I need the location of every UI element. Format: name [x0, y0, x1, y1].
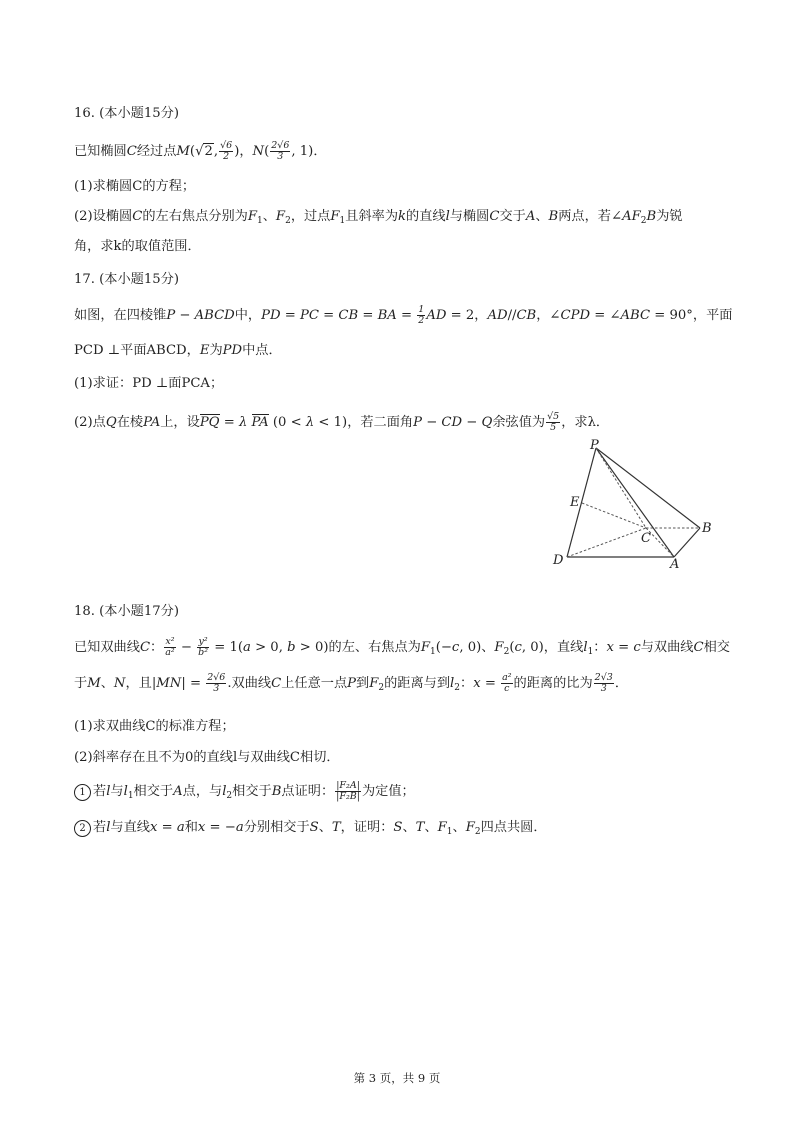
edge-PA	[596, 448, 674, 557]
q18-sub1: 1 若l与$l_1$相交于A点，与$l_2$相交于B点证明： $\frac{\text{|F₂A|}}{\text{|F₂B|}}$ 为定值；	[74, 781, 734, 806]
q16-part2-line2: 角，求k的取值范围．	[74, 239, 201, 254]
page-footer: 第 3 页，共 9 页	[353, 1071, 441, 1085]
circled-one-icon: 1	[74, 784, 91, 801]
label-B: B	[702, 521, 712, 536]
q17-part1: (1)求证：PD ⊥面PCA；	[74, 376, 224, 391]
edge-PB	[596, 448, 700, 528]
q16-stem: 已知椭圆C经过点M(√2, $\frac{√6}{2}$ )，N( $\frac{2√6}{3}$ , 1)．	[74, 140, 327, 162]
label-A: A	[670, 557, 680, 570]
q18-part2: (2)斜率存在且不为0的直线l与双曲线C相切．	[74, 750, 340, 765]
q18-stem: 已知双曲线C： $\frac{\text{x²}}{\text{a²}}$ − $\frac{\text{y²}}{\text{b²}}$ = 1(a > 0, b > 0)的左、右焦点为$F_1(-c$, 0)、$F_2(c$, 0)，直线$l_1$：x = c与双曲线C相交	[74, 636, 730, 658]
label-D: D	[553, 553, 564, 568]
q17-part2: (2)点Q在棱PA上，设PQ = λ PA (0 < λ < 1)，若二面角P − CD − Q余弦值为 $\frac{√5}{5}$ ，求λ．	[74, 411, 610, 433]
q18-heading: 18. (本小题17分)	[74, 604, 179, 619]
q17-heading: 17. (本小题15分)	[74, 272, 179, 287]
circled-two-icon: 2	[74, 820, 91, 837]
edge-DC	[567, 528, 646, 557]
label-P: P	[590, 438, 599, 453]
q17-stem: 如图，在四棱锥P − ABCD中，PD = PC = CB = BA = $\frac{1}{2}$ AD = 2，AD//CB，∠CPD = ∠ABC = 90°，平面	[74, 304, 733, 326]
q16-heading: 16. (本小题15分)	[74, 106, 179, 121]
q18-sub2: 2 若l与直线x = a和x = −a分别相交于S、T，证明：S、T、$F_1$、$F_2$四点共圆．	[74, 818, 734, 842]
edge-AB	[674, 528, 700, 557]
label-C: C	[641, 531, 651, 546]
q17-stem-line2: PCD ⊥平面ABCD，E为PD中点．	[74, 343, 282, 358]
q16-part2: (2)设椭圆C的左右焦点分别为$F_1$、$F_2$，过点$F_1$且斜率为k的直线l与椭圆C交于A、B两点，若$\angle AF_2B$为锐	[74, 209, 683, 226]
q18-stem-line2: 于M、N，且|MN| = $\frac{2√6}{3}$ .双曲线C上任意一点P到$F_2$的距离与到$l_2$：x = $\frac{\text{a²}}{c}$ 的距离的比为 $\frac{2√3}{3}$ ．	[74, 672, 629, 694]
q16-part1: (1)求椭圆C的方程；	[74, 179, 196, 194]
edge-PC	[596, 448, 646, 528]
pyramid-figure	[548, 436, 728, 570]
label-E: E	[570, 495, 580, 510]
edge-EC	[582, 503, 646, 528]
q18-part1: (1)求双曲线C的标准方程；	[74, 719, 235, 734]
